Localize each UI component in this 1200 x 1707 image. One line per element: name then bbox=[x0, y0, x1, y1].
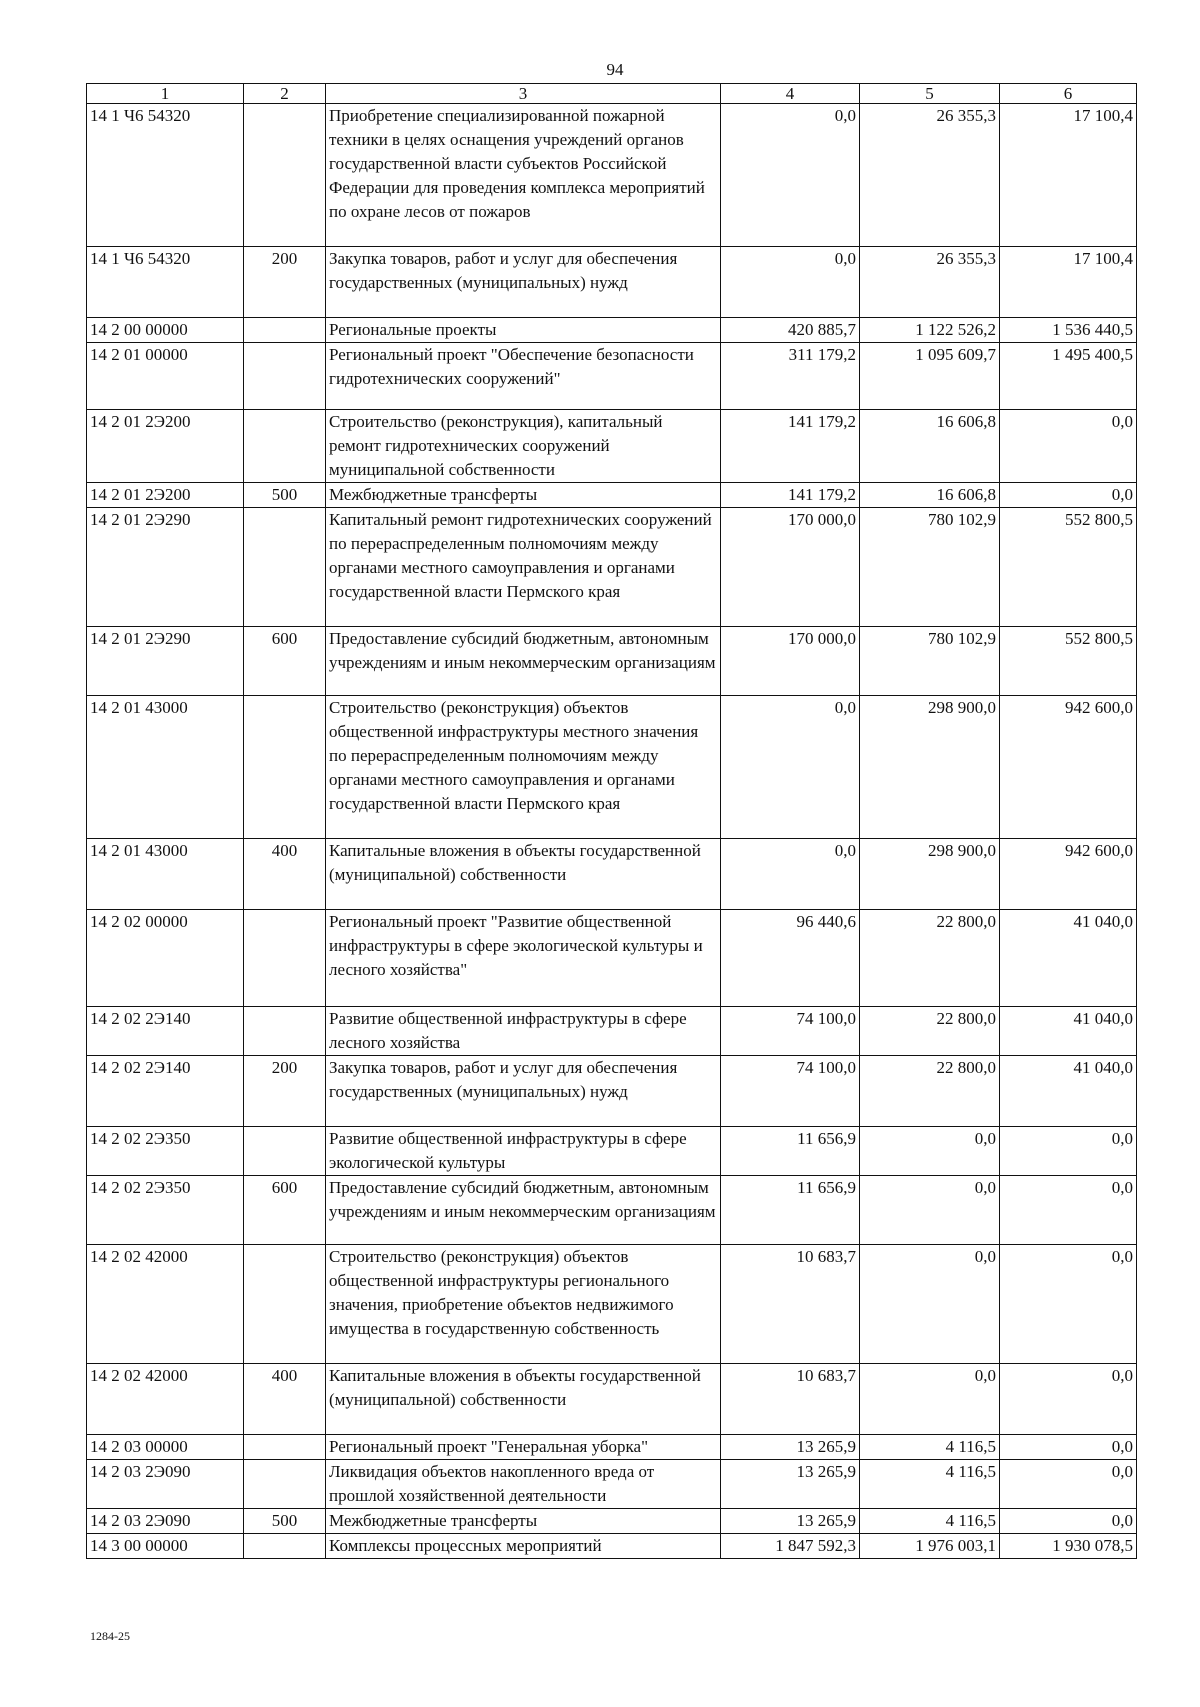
row-type-cell: 600 bbox=[244, 627, 326, 696]
row-value-col4: 10 683,7 bbox=[721, 1245, 860, 1364]
row-value-col5: 26 355,3 bbox=[860, 104, 1000, 247]
row-value-col6: 1 930 078,5 bbox=[1000, 1534, 1137, 1559]
row-type-cell bbox=[244, 1460, 326, 1509]
row-value-col6: 0,0 bbox=[1000, 483, 1137, 508]
row-value-col4: 141 179,2 bbox=[721, 410, 860, 483]
row-value-col4: 96 440,6 bbox=[721, 910, 860, 1007]
row-value-col4: 74 100,0 bbox=[721, 1056, 860, 1127]
row-value-col6: 942 600,0 bbox=[1000, 696, 1137, 839]
row-name-cell: Развитие общественной инфраструктуры в сфере экологической культуры bbox=[326, 1127, 721, 1176]
row-value-col5: 22 800,0 bbox=[860, 910, 1000, 1007]
row-value-col6: 0,0 bbox=[1000, 410, 1137, 483]
row-type-cell: 200 bbox=[244, 247, 326, 318]
row-code-cell: 14 1 Ч6 54320 bbox=[87, 104, 244, 247]
row-value-col5: 0,0 bbox=[860, 1176, 1000, 1245]
table-row bbox=[87, 1364, 1137, 1435]
row-value-col5: 298 900,0 bbox=[860, 839, 1000, 910]
row-type-cell: 500 bbox=[244, 483, 326, 508]
row-name-cell: Закупка товаров, работ и услуг для обеспечения государственных (муниципальных) нужд bbox=[326, 1056, 721, 1127]
row-value-col6: 942 600,0 bbox=[1000, 839, 1137, 910]
row-value-col4: 74 100,0 bbox=[721, 1007, 860, 1056]
row-type-cell bbox=[244, 104, 326, 247]
row-code-cell: 14 2 01 43000 bbox=[87, 839, 244, 910]
row-type-cell bbox=[244, 1435, 326, 1460]
row-type-cell bbox=[244, 343, 326, 410]
row-value-col4: 11 656,9 bbox=[721, 1176, 860, 1245]
row-value-col5: 16 606,8 bbox=[860, 410, 1000, 483]
row-value-col6: 41 040,0 bbox=[1000, 1007, 1137, 1056]
row-name-cell: Развитие общественной инфраструктуры в сфере лесного хозяйства bbox=[326, 1007, 721, 1056]
row-code-cell: 14 2 00 00000 bbox=[87, 318, 244, 343]
table-row bbox=[87, 318, 1137, 343]
row-value-col4: 11 656,9 bbox=[721, 1127, 860, 1176]
row-type-cell: 200 bbox=[244, 1056, 326, 1127]
row-value-col4: 0,0 bbox=[721, 696, 860, 839]
row-value-col6: 41 040,0 bbox=[1000, 910, 1137, 1007]
row-name-cell: Региональные проекты bbox=[326, 318, 721, 343]
row-name-cell: Приобретение специализированной пожарной техники в целях оснащения учреждений органов государственной власти субъектов Российской Федерации для проведения комплекса мероприятий по охране лесов от пожаров bbox=[326, 104, 721, 247]
row-value-col5: 0,0 bbox=[860, 1245, 1000, 1364]
row-code-cell: 14 2 01 43000 bbox=[87, 696, 244, 839]
row-code-cell: 14 3 00 00000 bbox=[87, 1534, 244, 1559]
row-value-col6: 0,0 bbox=[1000, 1176, 1137, 1245]
row-value-col6: 552 800,5 bbox=[1000, 508, 1137, 627]
row-code-cell: 14 2 02 2Э140 bbox=[87, 1007, 244, 1056]
row-value-col4: 311 179,2 bbox=[721, 343, 860, 410]
row-type-cell: 400 bbox=[244, 1364, 326, 1435]
row-value-col4: 141 179,2 bbox=[721, 483, 860, 508]
table-row bbox=[87, 910, 1137, 1007]
row-name-cell: Межбюджетные трансферты bbox=[326, 483, 721, 508]
row-value-col4: 170 000,0 bbox=[721, 508, 860, 627]
row-value-col5: 0,0 bbox=[860, 1364, 1000, 1435]
row-name-cell: Межбюджетные трансферты bbox=[326, 1509, 721, 1534]
row-name-cell: Капитальные вложения в объекты государственной (муниципальной) собственности bbox=[326, 1364, 721, 1435]
column-header: 5 bbox=[860, 84, 1000, 104]
column-header: 1 bbox=[87, 84, 244, 104]
row-value-col6: 0,0 bbox=[1000, 1364, 1137, 1435]
row-code-cell: 14 2 02 2Э350 bbox=[87, 1127, 244, 1176]
row-name-cell: Предоставление субсидий бюджетным, автономным учреждениям и иным некоммерческим организациям bbox=[326, 627, 721, 696]
table-row bbox=[87, 1460, 1137, 1509]
row-value-col5: 22 800,0 bbox=[860, 1056, 1000, 1127]
row-code-cell: 14 2 01 2Э290 bbox=[87, 627, 244, 696]
row-value-col5: 298 900,0 bbox=[860, 696, 1000, 839]
row-type-cell bbox=[244, 1534, 326, 1559]
row-type-cell bbox=[244, 1127, 326, 1176]
row-value-col5: 1 976 003,1 bbox=[860, 1534, 1000, 1559]
row-type-cell bbox=[244, 508, 326, 627]
row-value-col5: 4 116,5 bbox=[860, 1435, 1000, 1460]
row-value-col5: 0,0 bbox=[860, 1127, 1000, 1176]
table-row bbox=[87, 1435, 1137, 1460]
row-value-col6: 0,0 bbox=[1000, 1245, 1137, 1364]
row-name-cell: Региональный проект "Развитие общественной инфраструктуры в сфере экологической культуры и лесного хозяйства" bbox=[326, 910, 721, 1007]
row-value-col6: 1 495 400,5 bbox=[1000, 343, 1137, 410]
column-header: 4 bbox=[721, 84, 860, 104]
row-name-cell: Ликвидация объектов накопленного вреда от прошлой хозяйственной деятельности bbox=[326, 1460, 721, 1509]
table-row bbox=[87, 1245, 1137, 1364]
row-code-cell: 14 2 01 00000 bbox=[87, 343, 244, 410]
row-value-col4: 170 000,0 bbox=[721, 627, 860, 696]
row-value-col4: 0,0 bbox=[721, 104, 860, 247]
row-name-cell: Капитальный ремонт гидротехнических сооружений по перераспределенным полномочиям между органами местного самоуправления и органами государственной власти Пермского края bbox=[326, 508, 721, 627]
row-value-col5: 26 355,3 bbox=[860, 247, 1000, 318]
table-row bbox=[87, 696, 1137, 839]
table-row bbox=[87, 1056, 1137, 1127]
row-name-cell: Строительство (реконструкция) объектов общественной инфраструктуры регионального значения, приобретение объектов недвижимого имущества в государственную собственность bbox=[326, 1245, 721, 1364]
row-value-col5: 1 122 526,2 bbox=[860, 318, 1000, 343]
page-number: 94 bbox=[606, 60, 624, 79]
budget-table bbox=[86, 83, 1137, 1559]
table-row bbox=[87, 508, 1137, 627]
row-value-col4: 13 265,9 bbox=[721, 1435, 860, 1460]
row-code-cell: 14 2 03 2Э090 bbox=[87, 1509, 244, 1534]
row-code-cell: 14 2 02 2Э140 bbox=[87, 1056, 244, 1127]
row-code-cell: 14 2 02 42000 bbox=[87, 1364, 244, 1435]
row-value-col6: 17 100,4 bbox=[1000, 104, 1137, 247]
column-header: 3 bbox=[326, 84, 721, 104]
row-type-cell: 400 bbox=[244, 839, 326, 910]
table-row bbox=[87, 343, 1137, 410]
row-name-cell: Закупка товаров, работ и услуг для обеспечения государственных (муниципальных) нужд bbox=[326, 247, 721, 318]
row-value-col4: 1 847 592,3 bbox=[721, 1534, 860, 1559]
table-row bbox=[87, 627, 1137, 696]
row-value-col6: 1 536 440,5 bbox=[1000, 318, 1137, 343]
row-code-cell: 14 2 03 2Э090 bbox=[87, 1460, 244, 1509]
row-code-cell: 14 2 02 2Э350 bbox=[87, 1176, 244, 1245]
row-name-cell: Строительство (реконструкция) объектов общественной инфраструктуры местного значения по перераспределенным полномочиям между органами местного самоуправления и органами государственной власти Пермского края bbox=[326, 696, 721, 839]
row-type-cell bbox=[244, 1007, 326, 1056]
column-header: 6 bbox=[1000, 84, 1137, 104]
table-row bbox=[87, 1509, 1137, 1534]
row-name-cell: Региональный проект "Генеральная уборка" bbox=[326, 1435, 721, 1460]
row-value-col4: 13 265,9 bbox=[721, 1509, 860, 1534]
row-type-cell bbox=[244, 910, 326, 1007]
table-row bbox=[87, 410, 1137, 483]
row-value-col5: 4 116,5 bbox=[860, 1460, 1000, 1509]
row-code-cell: 14 2 02 42000 bbox=[87, 1245, 244, 1364]
row-code-cell: 14 2 01 2Э200 bbox=[87, 483, 244, 508]
row-value-col4: 420 885,7 bbox=[721, 318, 860, 343]
row-value-col4: 0,0 bbox=[721, 839, 860, 910]
table-row bbox=[87, 1534, 1137, 1559]
row-type-cell bbox=[244, 410, 326, 483]
table-row bbox=[87, 839, 1137, 910]
row-code-cell: 14 2 01 2Э200 bbox=[87, 410, 244, 483]
row-name-cell: Предоставление субсидий бюджетным, автономным учреждениям и иным некоммерческим организациям bbox=[326, 1176, 721, 1245]
footer-document-code: 1284-25 bbox=[90, 1629, 130, 1643]
table-row bbox=[87, 1007, 1137, 1056]
row-value-col5: 22 800,0 bbox=[860, 1007, 1000, 1056]
table-row bbox=[87, 104, 1137, 247]
row-value-col5: 780 102,9 bbox=[860, 508, 1000, 627]
row-type-cell bbox=[244, 318, 326, 343]
row-code-cell: 14 2 02 00000 bbox=[87, 910, 244, 1007]
row-value-col6: 0,0 bbox=[1000, 1460, 1137, 1509]
row-code-cell: 14 2 03 00000 bbox=[87, 1435, 244, 1460]
row-value-col5: 4 116,5 bbox=[860, 1509, 1000, 1534]
row-value-col6: 41 040,0 bbox=[1000, 1056, 1137, 1127]
row-value-col5: 1 095 609,7 bbox=[860, 343, 1000, 410]
table-row bbox=[87, 483, 1137, 508]
row-value-col6: 0,0 bbox=[1000, 1509, 1137, 1534]
row-value-col6: 17 100,4 bbox=[1000, 247, 1137, 318]
row-type-cell: 500 bbox=[244, 1509, 326, 1534]
row-value-col5: 16 606,8 bbox=[860, 483, 1000, 508]
row-type-cell bbox=[244, 1245, 326, 1364]
row-value-col4: 10 683,7 bbox=[721, 1364, 860, 1435]
row-value-col4: 13 265,9 bbox=[721, 1460, 860, 1509]
header-row bbox=[87, 84, 1137, 104]
row-name-cell: Капитальные вложения в объекты государственной (муниципальной) собственности bbox=[326, 839, 721, 910]
row-code-cell: 14 2 01 2Э290 bbox=[87, 508, 244, 627]
row-value-col6: 552 800,5 bbox=[1000, 627, 1137, 696]
row-type-cell bbox=[244, 696, 326, 839]
row-name-cell: Комплексы процессных мероприятий bbox=[326, 1534, 721, 1559]
table-row bbox=[87, 1127, 1137, 1176]
row-value-col6: 0,0 bbox=[1000, 1127, 1137, 1176]
row-value-col4: 0,0 bbox=[721, 247, 860, 318]
row-value-col6: 0,0 bbox=[1000, 1435, 1137, 1460]
column-header: 2 bbox=[244, 84, 326, 104]
table-row bbox=[87, 1176, 1137, 1245]
table-row bbox=[87, 247, 1137, 318]
row-name-cell: Региональный проект "Обеспечение безопасности гидротехнических сооружений" bbox=[326, 343, 721, 410]
row-code-cell: 14 1 Ч6 54320 bbox=[87, 247, 244, 318]
row-name-cell: Строительство (реконструкция), капитальный ремонт гидротехнических сооружений муниципальной собственности bbox=[326, 410, 721, 483]
row-type-cell: 600 bbox=[244, 1176, 326, 1245]
row-value-col5: 780 102,9 bbox=[860, 627, 1000, 696]
